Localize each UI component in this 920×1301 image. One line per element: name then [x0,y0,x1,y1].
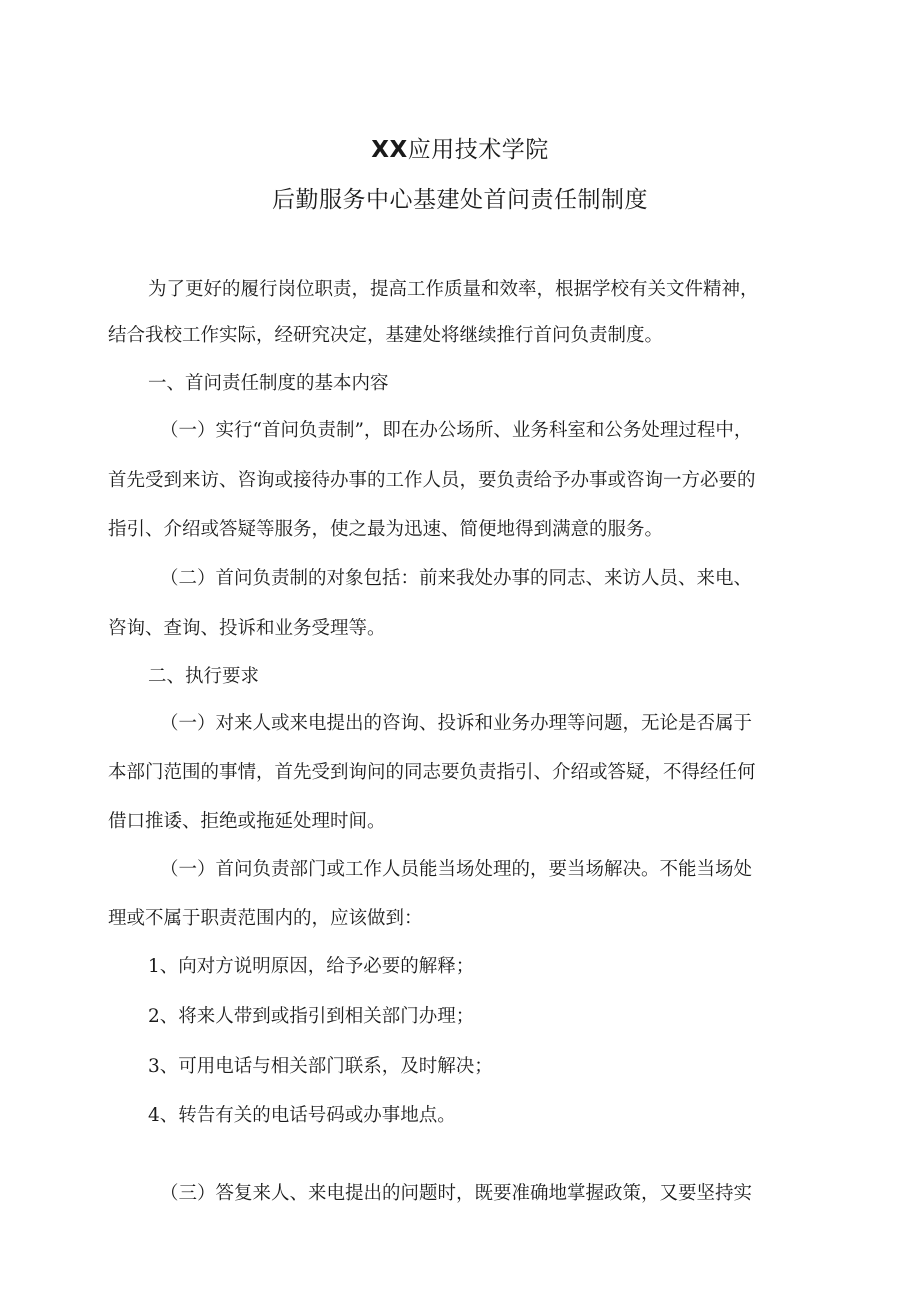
list-item: 2、将来人带到或指引到相关部门办理； [148,1006,475,1027]
title-prefix: XX [371,137,408,163]
paragraph-line: 首先受到来访、咨询或接待办事的工作人员，要负责给予办事或咨询一方必要的 [108,470,756,491]
document-title-line1 [0,131,920,164]
section-heading: 二、执行要求 [148,666,260,687]
section-heading: 一、首问责任制度的基本内容 [148,373,389,394]
paragraph-line: 结合我校工作实际，经研究决定，基建处将继续推行首问负责制度。 [108,325,664,346]
paragraph-line: 指引、介绍或答疑等服务，使之最为迅速、简便地得到满意的服务。 [108,519,664,540]
paragraph-line: 本部门范围的事情，首先受到询问的同志要负责指引、介绍或答疑，不得经任何 [108,762,756,783]
list-item: 3、可用电话与相关部门联系，及时解决； [148,1056,493,1077]
paragraph-line: 为了更好的履行岗位职责，提高工作质量和效率，根据学校有关文件精神， [148,279,759,300]
paragraph-line: 借口推诿、拒绝或拖延处理时间。 [108,811,386,832]
paragraph-line: （三）答复来人、来电提出的问题时，既要准确地掌握政策，又要坚持实 [160,1183,753,1204]
paragraph-line: （一）首问负责部门或工作人员能当场处理的，要当场解决。不能当场处 [160,859,753,880]
list-item: 1、向对方说明原因，给予必要的解释； [148,956,475,977]
paragraph-line: 咨询、查询、投诉和业务受理等。 [108,618,386,639]
paragraph-line: （二）首问负责制的对象包括：前来我处办事的同志、来访人员、来电、 [160,568,753,589]
document-title-line2: 后勤服务中心基建处首问责任制制度 [272,187,648,213]
paragraph-line: 理或不属于职责范围内的，应该做到： [108,908,423,929]
list-item: 4、转告有关的电话号码或办事地点。 [148,1105,456,1126]
paragraph-line: （一）对来人或来电提出的咨询、投诉和业务办理等问题，无论是否属于 [160,713,753,734]
title-rest: 应用技术学院 [407,137,549,163]
paragraph-line: （一）实行“首问负责制”，即在办公场所、业务科室和公务处理过程中， [160,420,753,441]
